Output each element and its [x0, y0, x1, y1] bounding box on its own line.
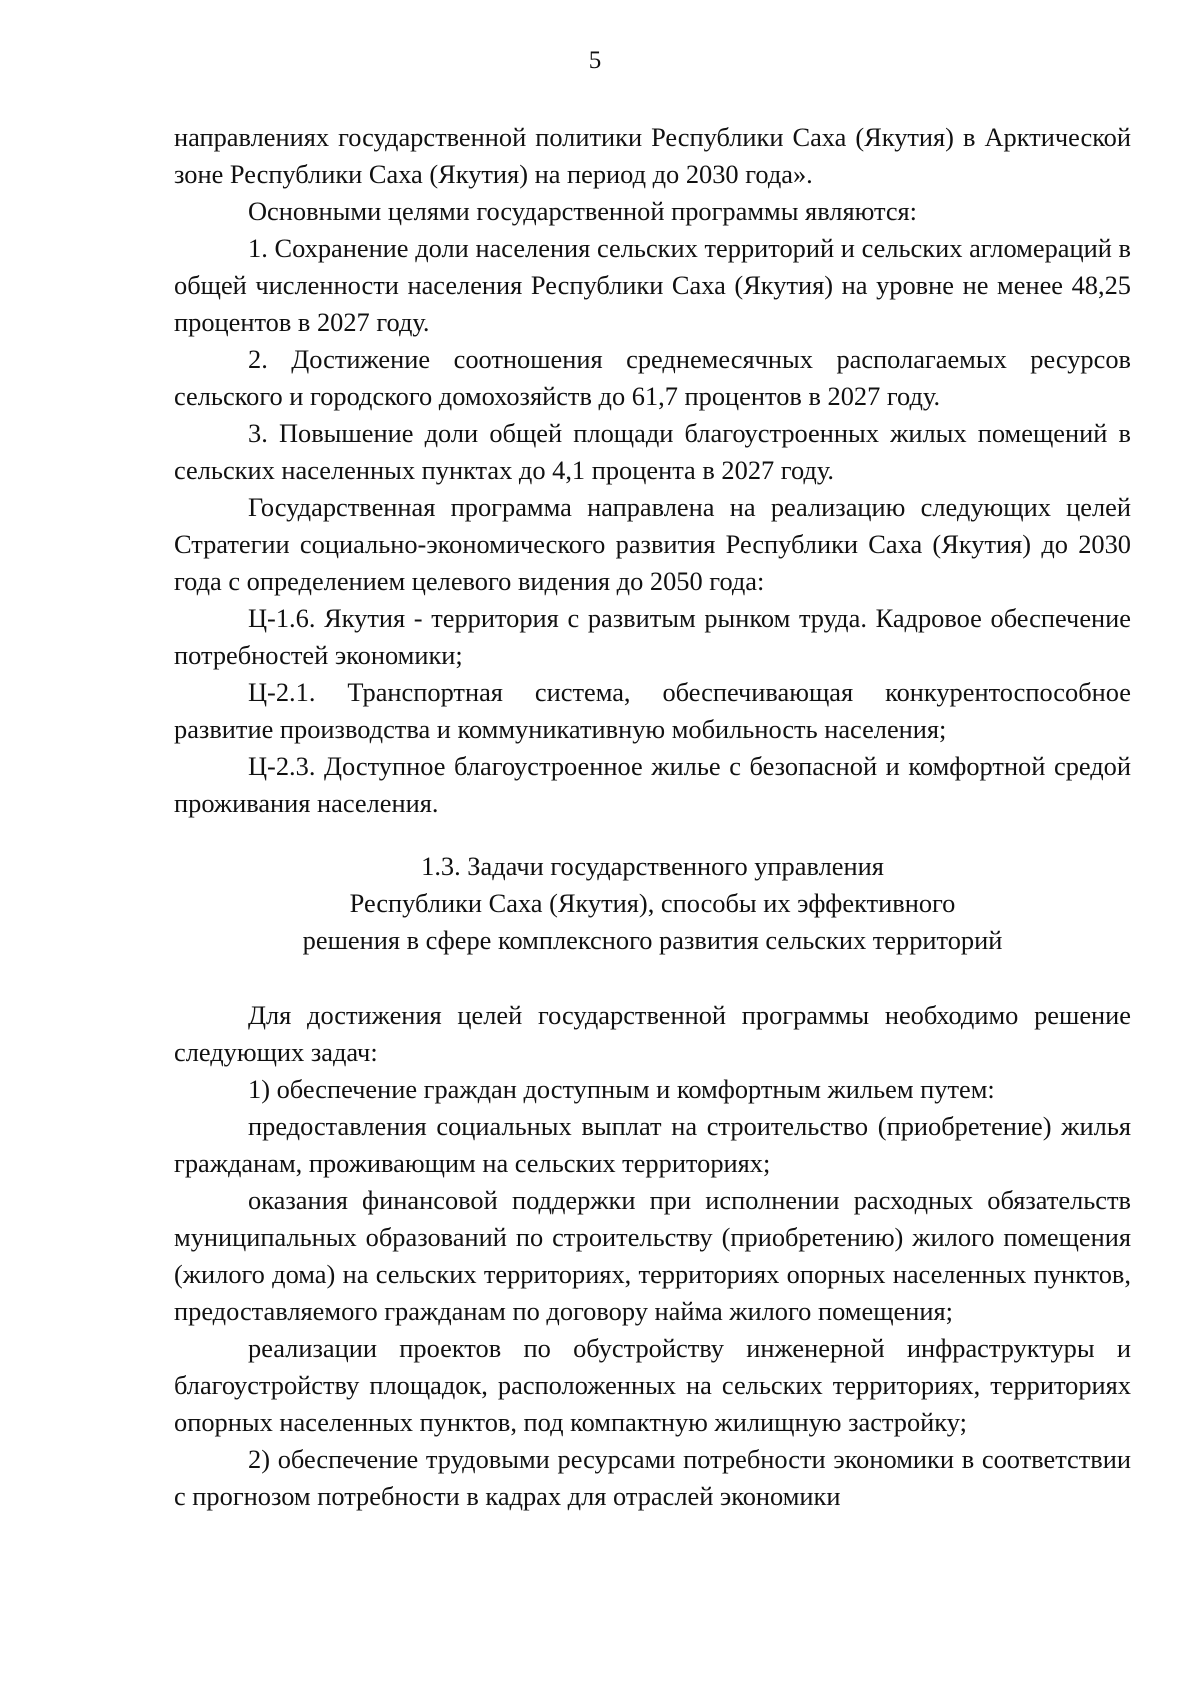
paragraph: оказания финансовой поддержки при исполнении расходных обязательств муниципальных образований по строительству (приобретению) жилого помещения (жилого дома) на сельских территориях, территориях опорных населенных пунктов, предоставляемого гражданам по договору найма жилого помещения; — [174, 1185, 1131, 1326]
paragraph: Ц-2.3. Доступное благоустроенное жилье с безопасной и комфортной средой проживания населения. — [174, 751, 1131, 818]
paragraph: 1. Сохранение доли населения сельских территорий и сельских агломераций в общей численности населения Республики Саха (Якутия) на уровне не менее 48,25 процентов в 2027 году. — [174, 233, 1131, 337]
document-body — [174, 119, 1131, 1515]
section-heading-line: решения в сфере комплексного развития сельских территорий — [302, 925, 1003, 955]
page-number: 5 — [588, 47, 602, 74]
section-heading-line: Республики Саха (Якутия), способы их эффективного — [349, 888, 956, 918]
paragraph: Основными целями государственной программы являются: — [248, 196, 918, 226]
paragraph: 2. Достижение соотношения среднемесячных располагаемых ресурсов сельского и городского домохозяйств до 61,7 процентов в 2027 году. — [174, 344, 1131, 411]
section-heading-line: 1.3. Задачи государственного управления — [421, 851, 884, 881]
paragraph: 2) обеспечение трудовыми ресурсами потребности экономики в соответствии с прогнозом потребности в кадрах для отраслей экономики — [174, 1444, 1131, 1511]
paragraph: 1) обеспечение граждан доступным и комфортным жильем путем: — [248, 1074, 995, 1104]
paragraph: Для достижения целей государственной программы необходимо решение следующих задач: — [174, 1000, 1131, 1067]
section-heading — [174, 848, 1131, 959]
paragraph: предоставления социальных выплат на строительство (приобретение) жилья гражданам, проживающим на сельских территориях; — [174, 1111, 1131, 1178]
paragraph: реализации проектов по обустройству инженерной инфраструктуры и благоустройству площадок, расположенных на сельских территориях, территориях опорных населенных пунктов, под компактную жилищную застройку; — [174, 1333, 1131, 1437]
paragraph: Ц-2.1. Транспортная система, обеспечивающая конкурентоспособное развитие производства и коммуникативную мобильность населения; — [174, 677, 1131, 744]
paragraph: Государственная программа направлена на реализацию следующих целей Стратегии социально-экономического развития Республики Саха (Якутия) до 2030 года с определением целевого видения до 2050 года: — [174, 492, 1131, 596]
paragraph: 3. Повышение доли общей площади благоустроенных жилых помещений в сельских населенных пунктах до 4,1 процента в 2027 году. — [174, 418, 1131, 485]
paragraph: Ц-1.6. Якутия - территория с развитым рынком труда. Кадровое обеспечение потребностей экономики; — [174, 603, 1131, 670]
paragraph: направлениях государственной политики Республики Саха (Якутия) в Арктической зоне Республики Саха (Якутия) на период до 2030 года». — [174, 122, 1131, 189]
